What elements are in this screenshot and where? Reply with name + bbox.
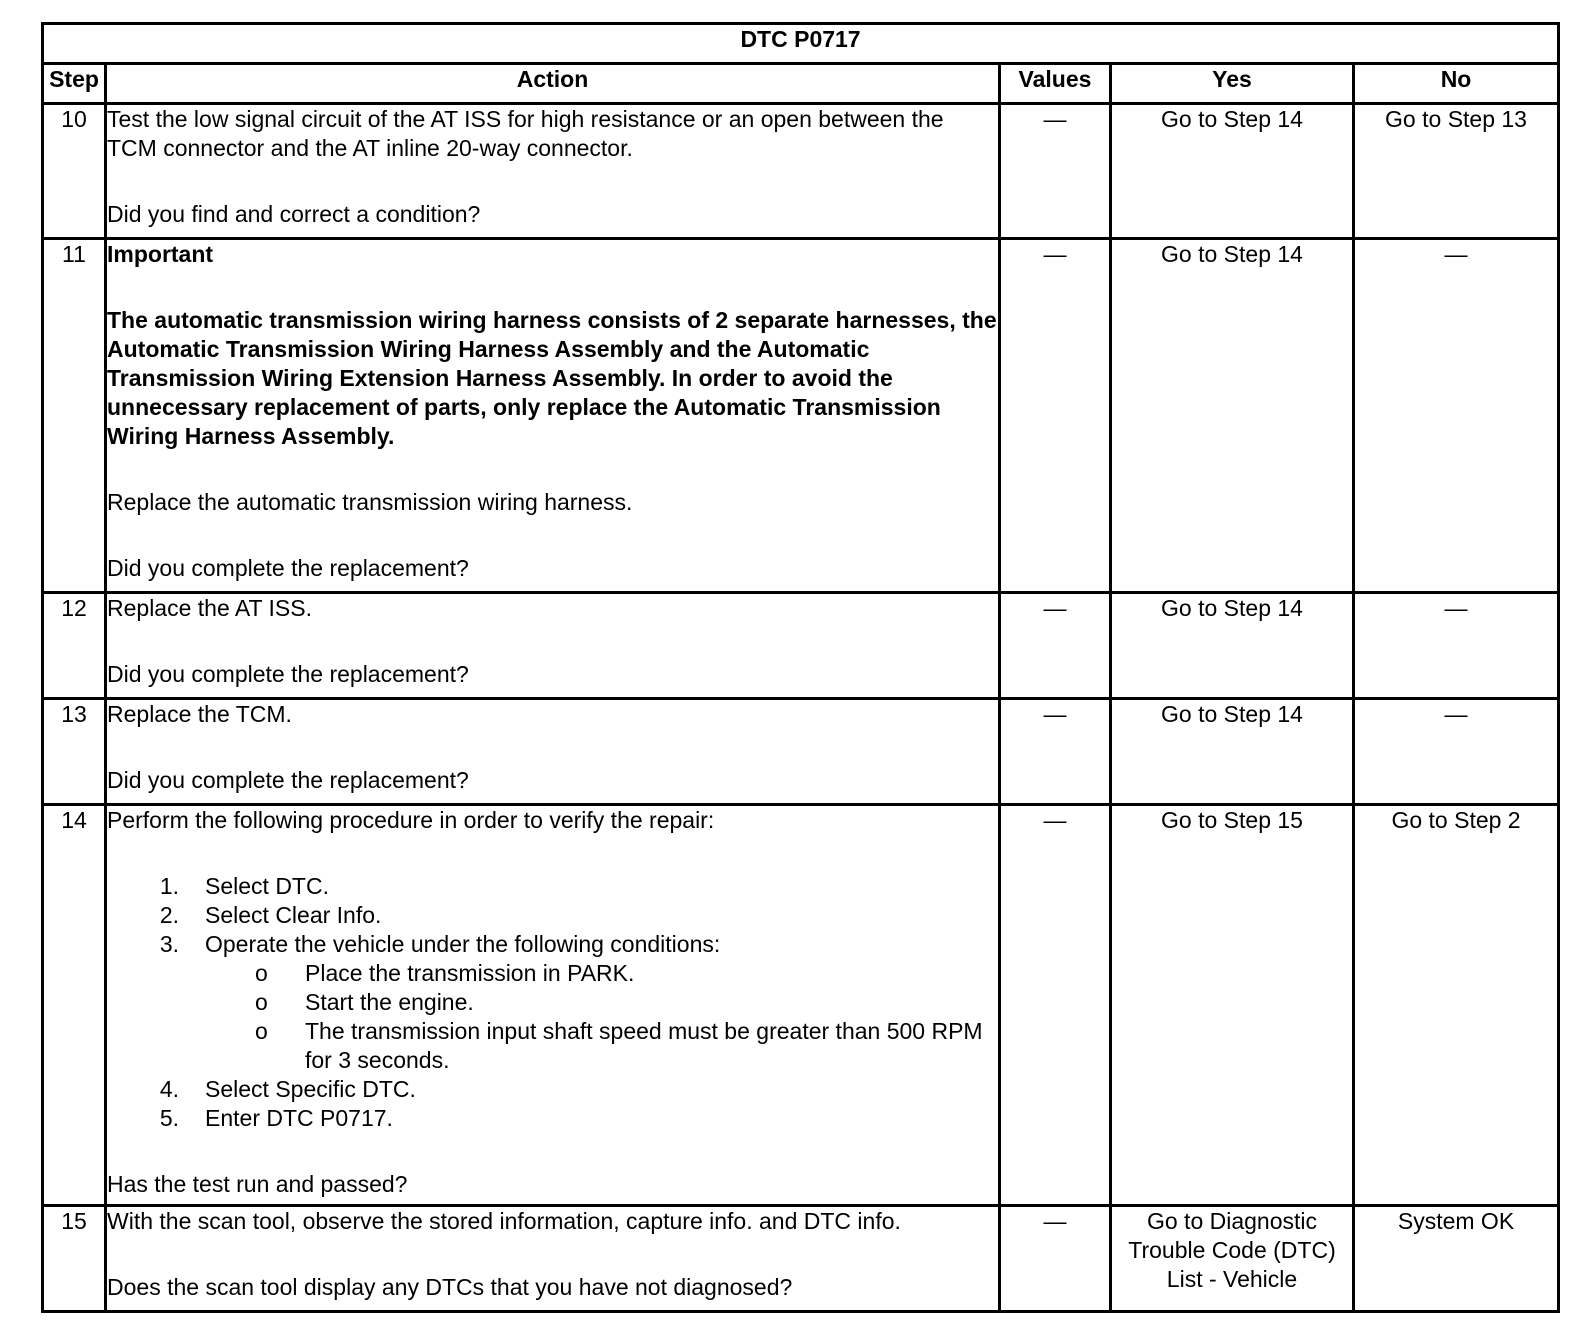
header-row xyxy=(43,64,1559,104)
table-title: DTC P0717 xyxy=(43,24,1559,64)
list-item: 3. Operate the vehicle under the following conditions: o Place the transmission in PARK. o Start the engine. o The transmission input shaft speed must be greater than 500 RPM for 3 seconds. xyxy=(107,930,998,1075)
action-text: Perform the following procedure in order to verify the repair: xyxy=(107,807,715,833)
step-number: 15 xyxy=(43,1206,106,1312)
important-heading: Important xyxy=(107,241,214,267)
values-cell: — xyxy=(1000,805,1111,1206)
bullet-icon: o xyxy=(255,989,268,1015)
step-number: 12 xyxy=(43,593,106,699)
action-question: Did you complete the replacement? xyxy=(107,555,469,581)
action-cell xyxy=(106,239,1000,593)
action-cell xyxy=(106,1206,1000,1312)
action-cell xyxy=(106,104,1000,239)
values-cell: — xyxy=(1000,593,1111,699)
list-item: 5. Enter DTC P0717. xyxy=(159,1105,393,1131)
yes-cell: Go to Step 15 xyxy=(1111,805,1354,1206)
yes-cell: Go to Step 14 xyxy=(1111,104,1354,239)
action-text: Replace the AT ISS. xyxy=(107,595,312,621)
yes-cell: Go to Step 14 xyxy=(1111,239,1354,593)
action-cell xyxy=(106,699,1000,805)
action-question: Has the test run and passed? xyxy=(107,1171,408,1197)
step-number: 13 xyxy=(43,699,106,805)
table-row-step-11 xyxy=(43,239,1559,593)
table-row-step-12 xyxy=(43,593,1559,699)
header-no: No xyxy=(1354,64,1559,104)
values-cell: — xyxy=(1000,699,1111,805)
table-row-step-14 xyxy=(43,805,1559,1206)
table-row-step-10 xyxy=(43,104,1559,239)
list-item: o Place the transmission in PARK. xyxy=(255,960,635,986)
action-cell xyxy=(106,805,1000,1206)
list-item: o The transmission input shaft speed must be greater than 500 RPM for 3 seconds. xyxy=(255,1018,983,1073)
list-item: o Start the engine. xyxy=(255,989,474,1015)
no-cell: System OK xyxy=(1354,1206,1559,1312)
header-action: Action xyxy=(106,64,1000,104)
no-cell: — xyxy=(1354,593,1559,699)
dtc-table xyxy=(41,22,1560,1313)
yes-cell: Go to Step 14 xyxy=(1111,699,1354,805)
list-item: 1. Select DTC. xyxy=(159,873,329,899)
yes-cell: Go to Diagnostic Trouble Code (DTC) List - Vehicle xyxy=(1111,1206,1354,1312)
list-item: 4. Select Specific DTC. xyxy=(159,1076,416,1102)
bullet-icon: o xyxy=(255,960,268,986)
list-item: 2. Select Clear Info. xyxy=(159,902,382,928)
table-row-step-15 xyxy=(43,1206,1559,1312)
important-text: The automatic transmission wiring harness consists of 2 separate harnesses, the Automatic Transmission Wiring Harness Assembly and the Automatic Transmission Wiring Extension Harness Assembly. In order to avoid the unnecessary replacement of parts, only replace the Automatic Transmission Wiring Harness Assembly. xyxy=(107,307,997,449)
action-text: With the scan tool, observe the stored information, capture info. and DTC info. xyxy=(107,1208,901,1234)
conditions-list xyxy=(205,959,998,1075)
no-cell: Go to Step 2 xyxy=(1354,805,1559,1206)
action-text: Replace the automatic transmission wiring harness. xyxy=(107,489,633,515)
action-cell xyxy=(106,593,1000,699)
step-number: 14 xyxy=(43,805,106,1206)
values-cell: — xyxy=(1000,1206,1111,1312)
yes-cell: Go to Step 14 xyxy=(1111,593,1354,699)
action-text: Replace the TCM. xyxy=(107,701,292,727)
action-question: Did you find and correct a condition? xyxy=(107,201,481,227)
values-cell: — xyxy=(1000,239,1111,593)
no-cell: — xyxy=(1354,699,1559,805)
table-row-step-13 xyxy=(43,699,1559,805)
action-question: Did you complete the replacement? xyxy=(107,767,469,793)
no-cell: Go to Step 13 xyxy=(1354,104,1559,239)
bullet-icon: o xyxy=(255,1018,268,1044)
step-number: 10 xyxy=(43,104,106,239)
step-number: 11 xyxy=(43,239,106,593)
header-values: Values xyxy=(1000,64,1111,104)
header-step: Step xyxy=(43,64,106,104)
action-text: Test the low signal circuit of the AT ISS for high resistance or an open between the TCM connector and the AT inline 20-way connector. xyxy=(107,106,944,161)
action-question: Did you complete the replacement? xyxy=(107,661,469,687)
no-cell: — xyxy=(1354,239,1559,593)
header-yes: Yes xyxy=(1111,64,1354,104)
procedure-list xyxy=(107,872,998,1133)
values-cell: — xyxy=(1000,104,1111,239)
action-question: Does the scan tool display any DTCs that you have not diagnosed? xyxy=(107,1274,793,1300)
